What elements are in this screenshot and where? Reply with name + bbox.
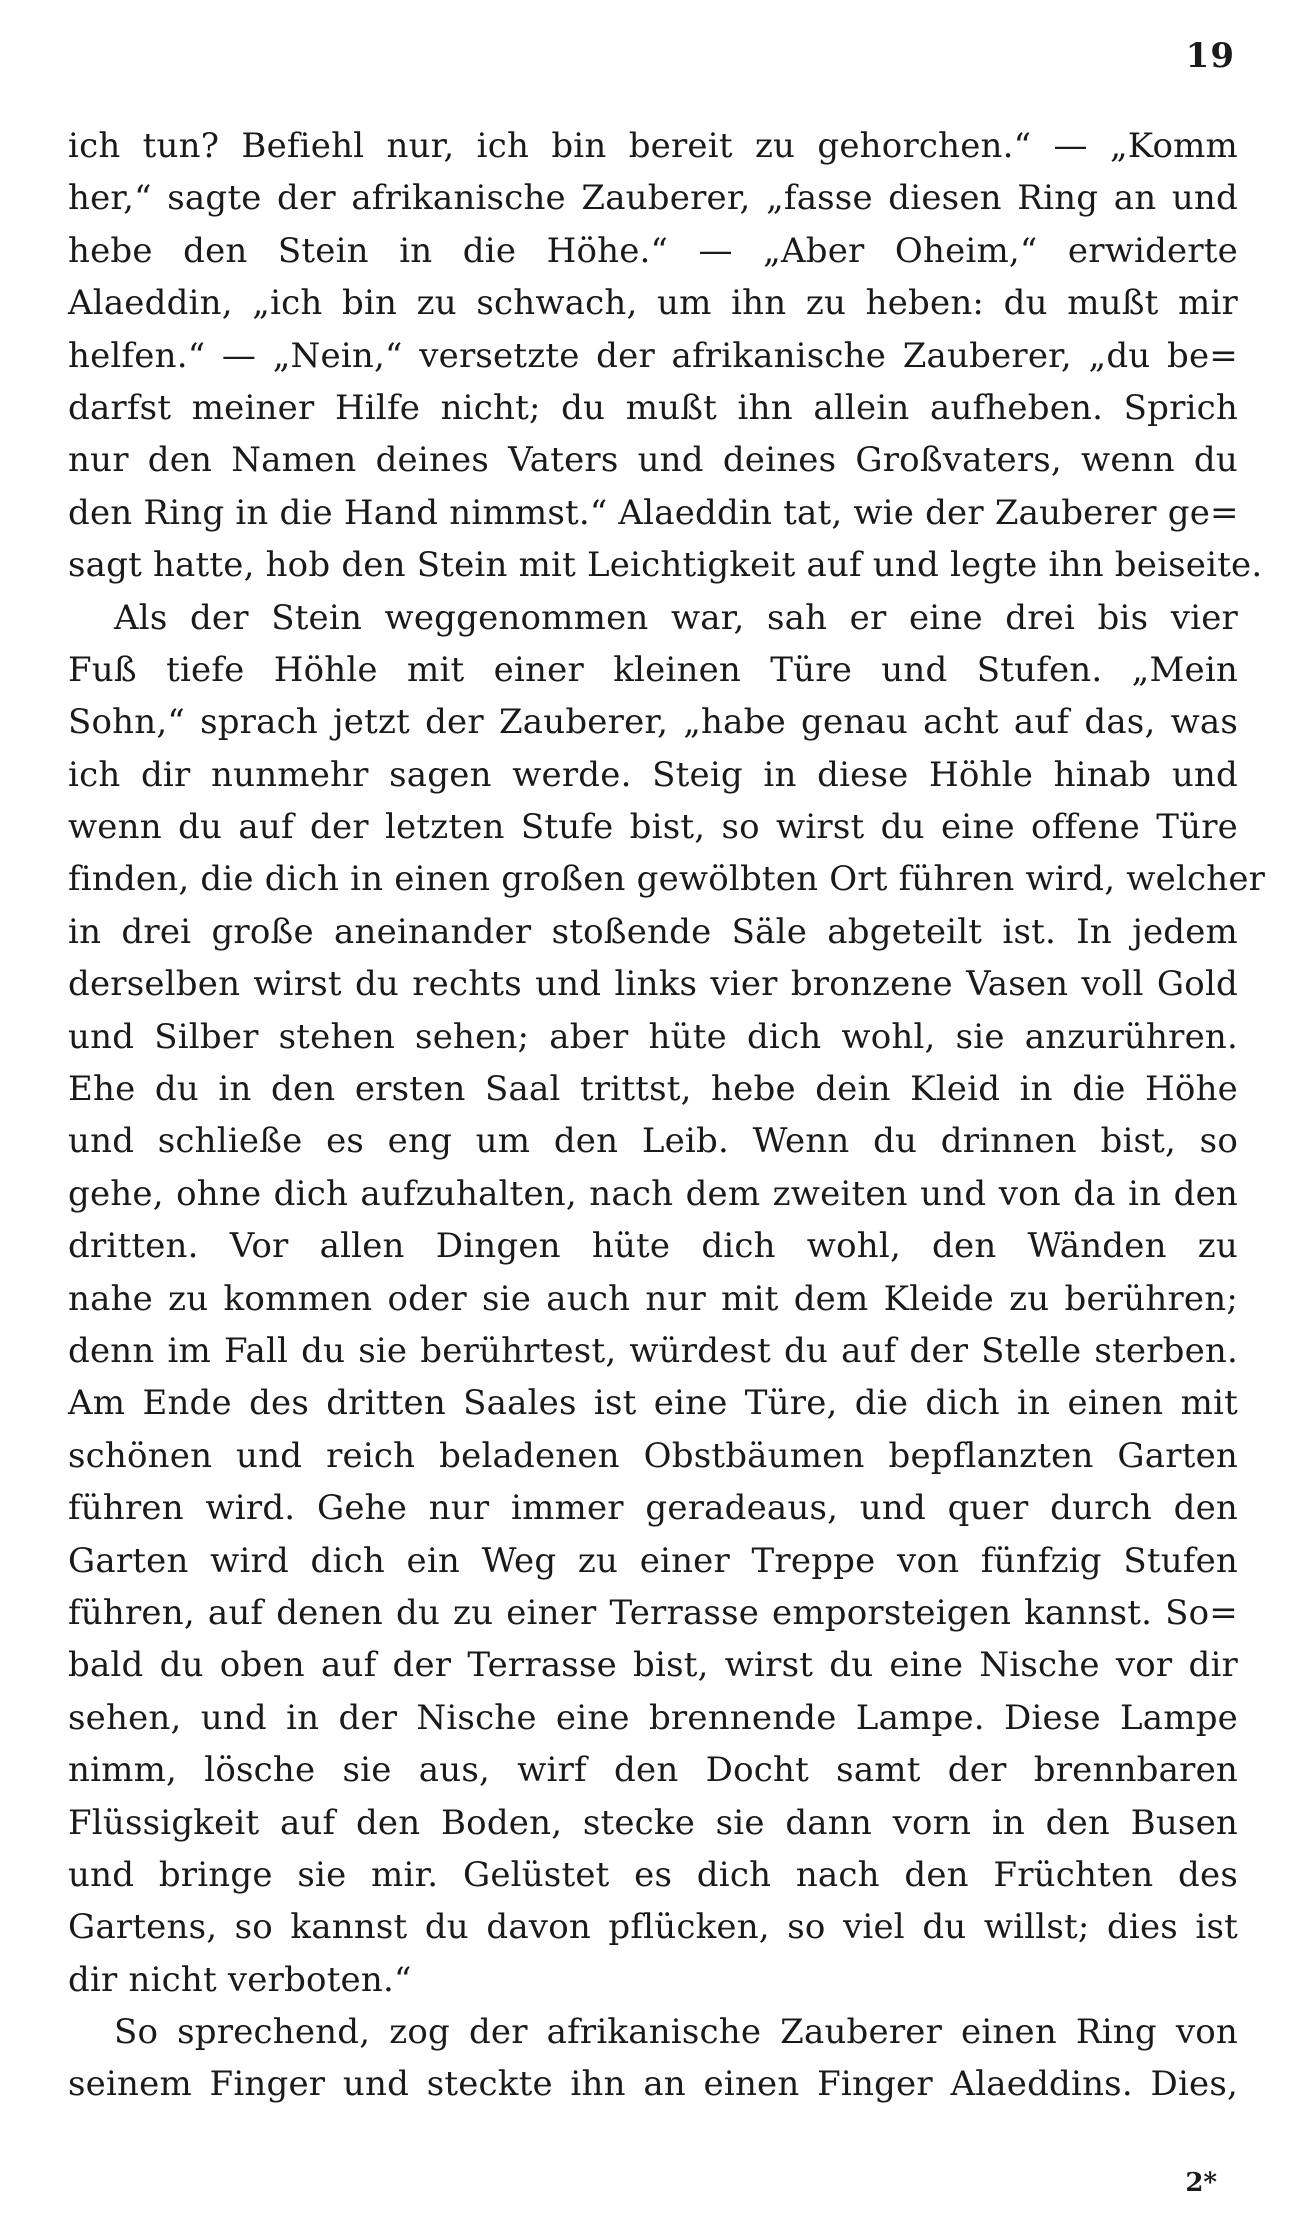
- signature-mark: 2*: [1185, 2168, 1217, 2198]
- text-line: ich dir nunmehr sagen werde. Steig in diese Höhle hinab und: [68, 754, 1238, 795]
- text-line: seinem Finger und steckte ihn an einen Finger Alaeddins. Dies,: [68, 2064, 1238, 2105]
- text-line: gehe, ohne dich aufzuhalten, nach dem zweiten und von da in den: [68, 1173, 1238, 1214]
- text-line: bald du oben auf der Terrasse bist, wirst du eine Nische vor dir: [68, 1645, 1238, 1686]
- text-line: Sohn,“ sprach jetzt der Zauberer, „habe genau acht auf das, was: [68, 702, 1238, 743]
- text-line: helfen.“ — „Nein,“ versetzte der afrikanische Zauberer, „du be=: [68, 335, 1238, 376]
- text-line: wenn du auf der letzten Stufe bist, so wirst du eine offene Türe: [68, 807, 1238, 848]
- text-line: ich tun? Befiehl nur, ich bin bereit zu gehorchen.“ — „Komm: [68, 126, 1238, 166]
- text-line: sehen, und in der Nische eine brennende Lampe. Diese Lampe: [68, 1697, 1238, 1738]
- body-text: [68, 120, 1266, 2111]
- text-line: und bringe sie mir. Gelüstet es dich nach den Früchten des: [68, 1854, 1238, 1895]
- text-line: darfst meiner Hilfe nicht; du mußt ihn allein aufheben. Sprich: [68, 387, 1238, 428]
- text-line: sagt hatte, hob den Stein mit Leichtigkeit auf und legte ihn beiseite.: [68, 545, 1263, 586]
- text-line: führen wird. Gehe nur immer geradeaus, und quer durch den: [68, 1488, 1238, 1529]
- text-line: dir nicht verboten.“: [68, 1959, 412, 2000]
- text-line: her,“ sagte der afrikanische Zauberer, „fasse diesen Ring an und: [68, 178, 1238, 219]
- text-line: Alaeddin, „ich bin zu schwach, um ihn zu heben: du mußt mir: [68, 283, 1238, 324]
- text-line: So sprechend, zog der afrikanische Zauberer einen Ring von: [114, 2012, 1238, 2053]
- text-line: und Silber stehen sehen; aber hüte dich wohl, sie anzurühren.: [68, 1016, 1238, 1057]
- text-line: Am Ende des dritten Saales ist eine Türe, die dich in einen mit: [68, 1383, 1238, 1424]
- text-line: Gartens, so kannst du davon pflücken, so viel du willst; dies ist: [68, 1907, 1238, 1948]
- text-line: Ehe du in den ersten Saal trittst, hebe dein Kleid in die Höhe: [68, 1069, 1238, 1110]
- text-line: denn im Fall du sie berührtest, würdest du auf der Stelle sterben.: [68, 1330, 1238, 1371]
- text-line: Garten wird dich ein Weg zu einer Treppe von fünfzig Stufen: [68, 1540, 1238, 1581]
- text-line: schönen und reich beladenen Obstbäumen bepflanzten Garten: [68, 1435, 1238, 1476]
- text-line: Als der Stein weggenommen war, sah er eine drei bis vier: [114, 597, 1238, 638]
- text-line: nahe zu kommen oder sie auch nur mit dem Kleide zu berühren;: [68, 1278, 1238, 1319]
- text-line: Flüssigkeit auf den Boden, stecke sie dann vorn in den Busen: [68, 1802, 1238, 1843]
- text-line: führen, auf denen du zu einer Terrasse emporsteigen kannst. So=: [68, 1592, 1238, 1633]
- page-number: 19: [1185, 36, 1235, 76]
- text-line: nur den Namen deines Vaters und deines Großvaters, wenn du: [68, 440, 1238, 481]
- text-line: hebe den Stein in die Höhe.“ — „Aber Oheim,“ erwiderte: [68, 230, 1238, 271]
- text-line: in drei große aneinander stoßende Säle abgeteilt ist. In jedem: [68, 911, 1238, 952]
- text-line: nimm, lösche sie aus, wirf den Docht samt der brennbaren: [68, 1750, 1238, 1791]
- text-line: derselben wirst du rechts und links vier bronzene Vasen voll Gold: [68, 964, 1238, 1005]
- text-line: finden, die dich in einen großen gewölbten Ort führen wird, welcher: [68, 859, 1266, 900]
- text-line: Fuß tiefe Höhle mit einer kleinen Türe und Stufen. „Mein: [68, 649, 1238, 690]
- text-line: und schließe es eng um den Leib. Wenn du drinnen bist, so: [68, 1121, 1238, 1162]
- text-line: den Ring in die Hand nimmst.“ Alaeddin tat, wie der Zauberer ge=: [68, 492, 1239, 533]
- text-line: dritten. Vor allen Dingen hüte dich wohl, den Wänden zu: [68, 1226, 1238, 1267]
